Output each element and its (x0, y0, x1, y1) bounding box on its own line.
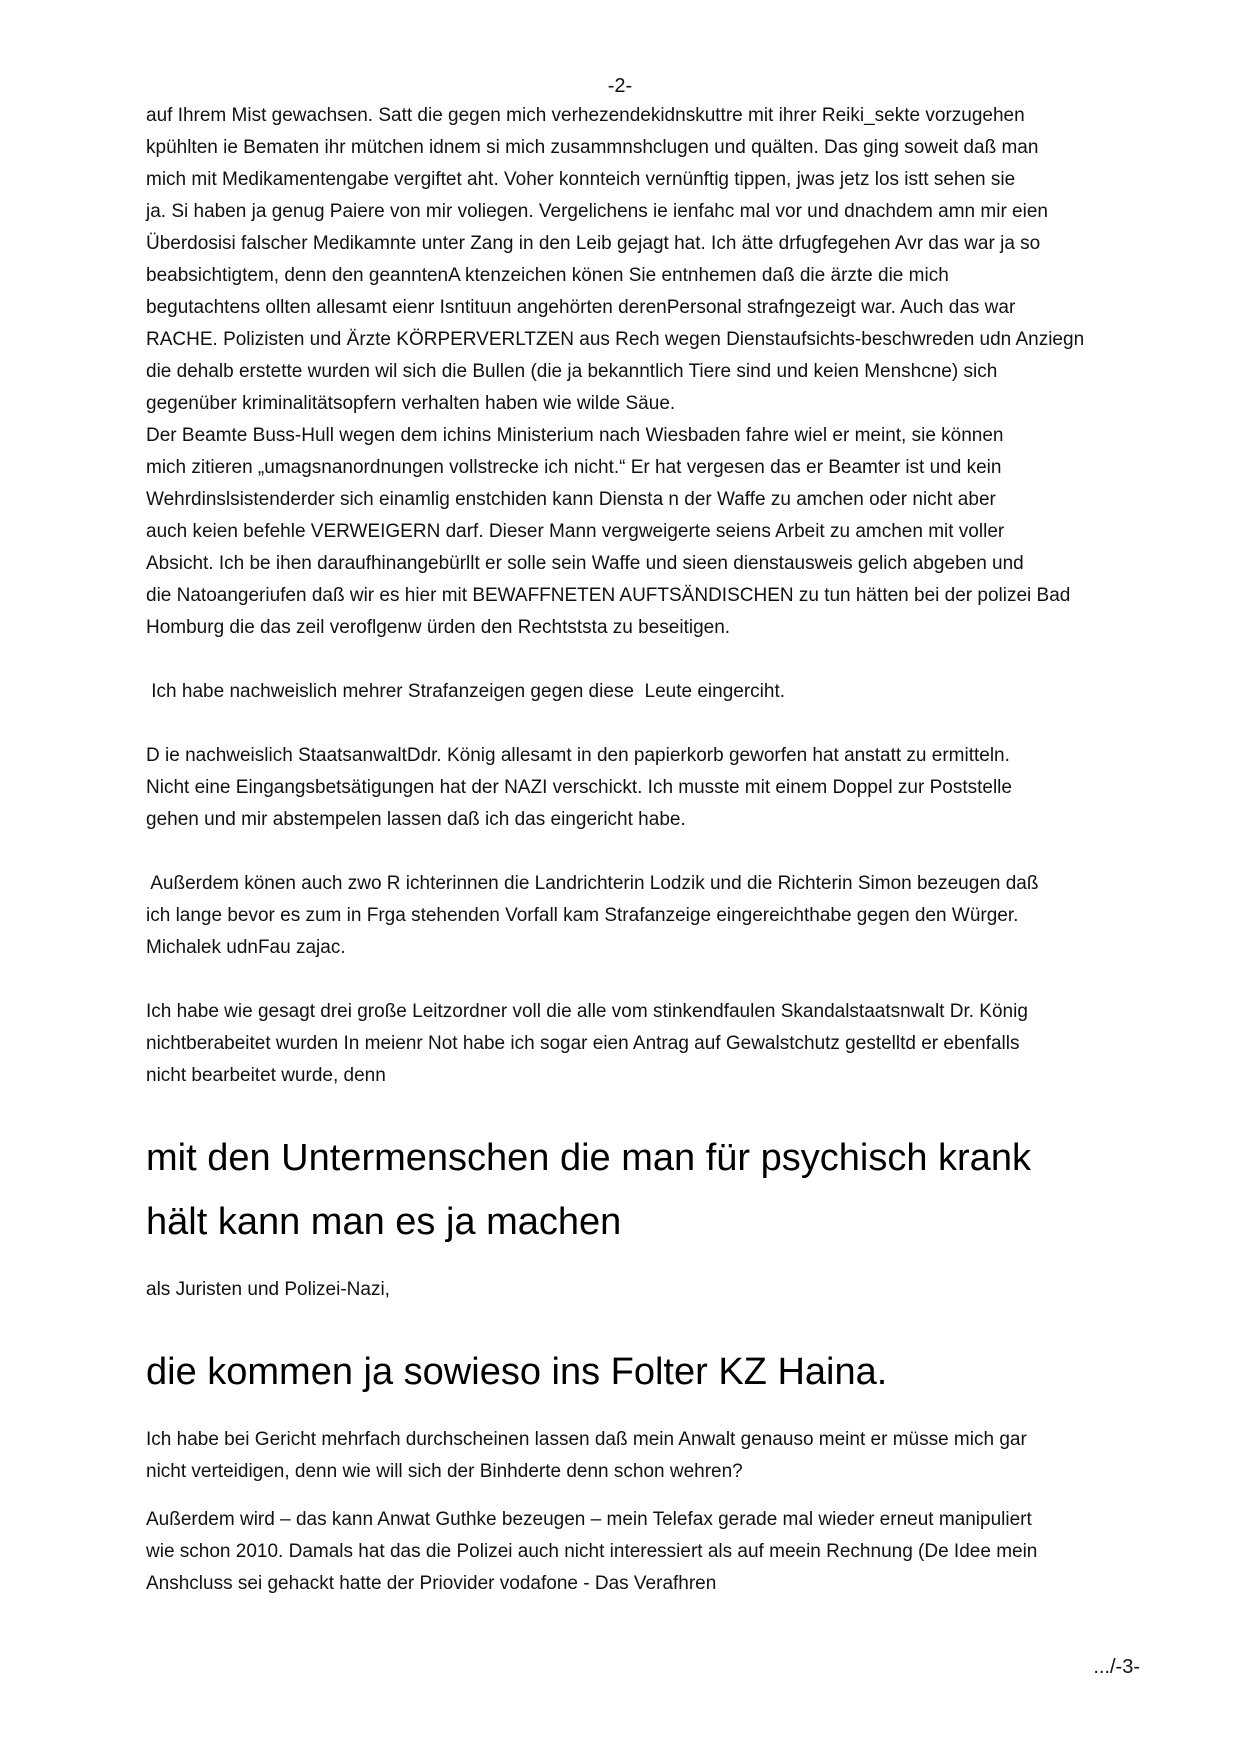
paragraph-5 (146, 868, 1140, 964)
paragraph-3 (146, 676, 1140, 708)
paragraph-spacer (146, 1254, 1140, 1274)
text-line: als Juristen und Polizei-Nazi, (146, 1279, 390, 1300)
text-line: mich zitieren „umagsnanordnungen vollstrecke ich nicht.“ Er hat vergesen das er Beamter ist und kein (146, 457, 1002, 478)
text-line: Wehrdinslsistenderder sich einamlig enstchiden kann Diensta n der Waffe zu amchen oder nicht aber (146, 489, 996, 510)
paragraph-6 (146, 996, 1140, 1092)
text-line: auf Ihrem Mist gewachsen. Satt die gegen mich verhezendekidnskuttre mit ihrer Reiki_sekte vorzugehen (146, 105, 1025, 126)
text-line: ja. Si haben ja genug Paiere von mir voliegen. Vergelichens ie ienfahc mal vor und dnachdem amn mir eien (146, 201, 1048, 222)
text-line: Der Beamte Buss-Hull wegen dem ichins Ministerium nach Wiesbaden fahre wiel er meint, sie können (146, 425, 1004, 446)
text-line: Außerdem könen auch zwo R ichterinnen die Landrichterin Lodzik und die Richterin Simon bezeugen daß (146, 873, 1039, 894)
text-line: nichtberabeitet wurden In meienr Not habe ich sogar eien Antrag auf Gewalstchutz gestelltd er ebenfalls (146, 1033, 1020, 1054)
paragraph-spacer (146, 1488, 1140, 1504)
paragraph-spacer (146, 1092, 1140, 1126)
paragraph-spacer (146, 964, 1140, 996)
paragraph-spacer (146, 708, 1140, 740)
text-line: nicht bearbeitet wurde, denn (146, 1065, 386, 1086)
text-line: Überdosisi falscher Medikamnte unter Zang in den Leib gejagt hat. Ich ätte drfugfegehen Avr das war ja so (146, 233, 1041, 254)
text-line: auch keien befehle VERWEIGERN darf. Dieser Mann vergweigerte seiens Arbeit zu amchen mit voller (146, 521, 1005, 542)
text-line: wie schon 2010. Damals hat das die Polizei auch nicht interessiert als auf meein Rechnung (De Idee mein (146, 1541, 1038, 1562)
paragraph-9 (146, 1504, 1140, 1600)
text-line: Ich habe wie gesagt drei große Leitzordner voll die alle vom stinkendfaulen Skandalstaatsnwalt Dr. König (146, 1001, 1028, 1022)
large-text-line: die kommen ja sowieso ins Folter KZ Haina. (146, 1351, 888, 1393)
text-line: Anshcluss sei gehackt hatte der Priovider vodafone - Das Verafhren (146, 1573, 717, 1594)
text-line: die dehalb erstette wurden wil sich die Bullen (die ja bekanntlich Tiere sind und keien Menshcne) sich (146, 361, 998, 382)
paragraph-spacer (146, 1404, 1140, 1424)
text-line: mich mit Medikamentengabe vergiftet aht. Voher konnteich vernünftig tippen, jwas jetz los istt sehen sie (146, 169, 1016, 190)
text-line: nicht verteidigen, denn wie will sich der Binhderte denn schon wehren? (146, 1461, 743, 1482)
paragraph-7 (146, 1274, 1140, 1306)
text-line: D ie nachweislich StaatsanwaltDdr. König allesamt in den papierkorb geworfen hat anstatt zu ermitteln. (146, 745, 1010, 766)
text-line: die Natoangeriufen daß wir es hier mit BEWAFFNETEN AUFTSÄNDISCHEN zu tun hätten bei der polizei Bad (146, 585, 1071, 606)
text-line: Ich habe nachweislich mehrer Strafanzeigen gegen diese Leute eingerciht. (146, 681, 786, 702)
text-line: Nicht eine Eingangsbetsätigungen hat der NAZI verschickt. Ich musste mit einem Doppel zur Poststelle (146, 777, 1012, 798)
text-line: Ich habe bei Gericht mehrfach durchscheinen lassen daß mein Anwalt genauso meint er müsse mich gar (146, 1429, 1027, 1450)
paragraph-8 (146, 1424, 1140, 1488)
paragraph-1 (146, 100, 1140, 420)
large-text-line: hält kann man es ja machen (146, 1201, 622, 1243)
text-line: kpühlten ie Bematen ihr mütchen idnem si mich zusammnshclugen und quälten. Das ging soweit daß man (146, 137, 1039, 158)
text-line: Absicht. Ich be ihen daraufhinangebürllt er solle sein Waffe und sieen dienstausweis gelich abgeben und (146, 553, 1024, 574)
paragraph-spacer (146, 644, 1140, 676)
text-line: gegenüber kriminalitätsopfern verhalten haben wie wilde Säue. (146, 393, 676, 414)
paragraph-spacer (146, 836, 1140, 868)
continuation-page-reference: .../-3- (1093, 1656, 1140, 1678)
text-line: Michalek udnFau zajac. (146, 937, 346, 958)
page-number: -2- (607, 75, 633, 97)
large-statement-1 (146, 1126, 1140, 1254)
paragraph-2 (146, 420, 1140, 644)
text-line: ich lange bevor es zum in Frga stehenden Vorfall kam Strafanzeige eingereichthabe gegen den Würger. (146, 905, 1019, 926)
text-line: Außerdem wird – das kann Anwat Guthke bezeugen – mein Telefax gerade mal wieder erneut manipuliert (146, 1509, 1032, 1530)
paragraph-spacer (146, 1306, 1140, 1340)
paragraph-4 (146, 740, 1140, 836)
text-line: begutachtens ollten allesamt eienr Isntituun angehörten derenPersonal strafngezeigt war. Auch das war (146, 297, 1016, 318)
text-line: RACHE. Polizisten und Ärzte KÖRPERVERLTZEN aus Rech wegen Dienstaufsichts-beschwreden udn Anziegn (146, 329, 1085, 350)
text-line: Homburg die das zeil veroflgenw ürden den Rechtststa zu beseitigen. (146, 617, 731, 638)
large-statement-2 (146, 1340, 1140, 1404)
text-line: gehen und mir abstempelen lassen daß ich das eingericht habe. (146, 809, 686, 830)
page-body (146, 100, 1140, 1600)
text-line: beabsichtigtem, denn den geanntenA ktenzeichen könen Sie entnhemen daß die ärzte die mich (146, 265, 949, 286)
large-text-line: mit den Untermenschen die man für psychisch krank (146, 1137, 1031, 1179)
